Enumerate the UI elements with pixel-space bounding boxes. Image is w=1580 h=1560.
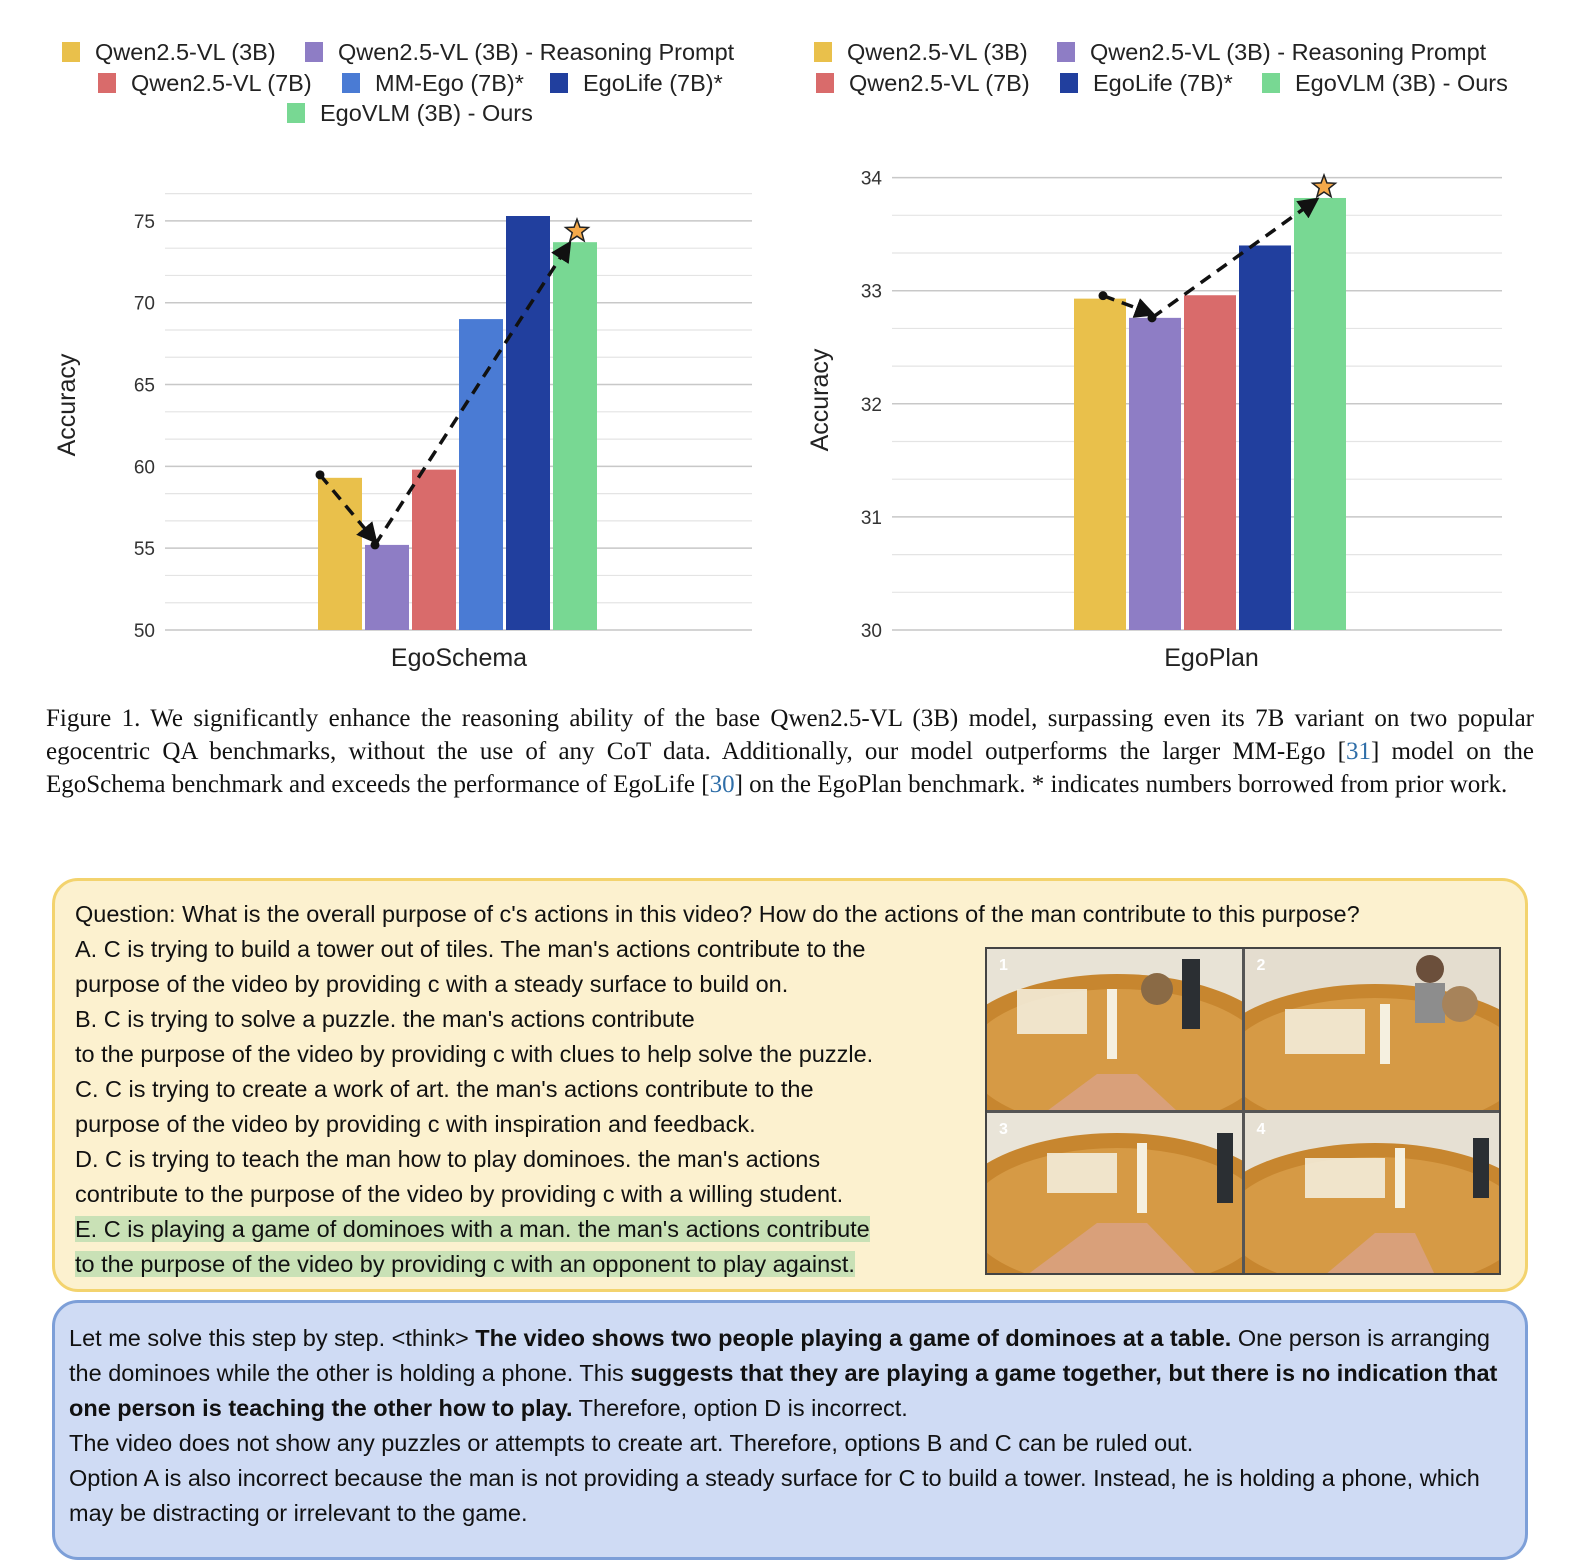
egoschema-chart <box>0 0 790 690</box>
legend-swatch <box>62 42 80 62</box>
bar <box>365 545 409 630</box>
dominoes-table-image <box>987 1113 1242 1274</box>
option-line: purpose of the video by providing c with inspiration and feedback. <box>75 1111 756 1137</box>
option-line: A. C is trying to build a tower out of tiles. The man's actions contribute to the <box>75 936 866 962</box>
legend-label: EgoVLM (3B) - Ours <box>1295 70 1508 96</box>
bar <box>1074 299 1126 630</box>
caption-text-2: ] model on the EgoSchema benchmark and exceeds the performance of EgoLife [ <box>46 738 1535 798</box>
y-tick-label: 34 <box>860 168 882 190</box>
y-tick-label: 30 <box>860 621 882 642</box>
y-tick-label: 32 <box>860 394 882 416</box>
frame-number: 2 <box>1256 957 1266 974</box>
legend-swatch <box>814 42 832 62</box>
dominoes-table-image <box>1245 1113 1500 1274</box>
answer-options <box>75 932 965 1282</box>
answer-intro: Let me solve this step by step. <think> <box>69 1325 476 1351</box>
legend-label: Qwen2.5-VL (3B) <box>95 39 276 65</box>
video-frame-1 <box>987 949 1242 1110</box>
answer-paragraph-3: Option A is also incorrect because the man is not providing a steady surface for C to build a tower. Instead, he is holding a phone, which may be distracting or irrelevant to the game. <box>69 1465 1480 1526</box>
legend-swatch <box>98 73 116 93</box>
caption-ref-31[interactable]: 31 <box>1346 738 1371 765</box>
answer-text-1: One person is arranging the dominoes while the other is holding a phone. This <box>69 1325 1490 1386</box>
option-line: C. C is trying to create a work of art. the man's actions contribute to the <box>75 1076 814 1102</box>
bar <box>1239 245 1291 630</box>
figure-caption <box>46 702 1534 801</box>
question-box <box>52 878 1528 1292</box>
dominoes-table-image <box>1245 949 1500 1110</box>
y-axis-label: Accuracy <box>806 348 834 452</box>
correct-option-line: E. C is playing a game of dominoes with a man. the man's actions contribute <box>75 1216 870 1242</box>
y-axis-label: Accuracy <box>53 353 81 457</box>
bar <box>1294 198 1346 630</box>
legend-label: Qwen2.5-VL (7B) <box>131 70 312 96</box>
bar <box>318 478 362 630</box>
legend-swatch <box>1057 42 1075 62</box>
video-frame-3 <box>987 1113 1242 1274</box>
model-answer-box <box>52 1300 1528 1560</box>
bar <box>1129 318 1181 630</box>
egoplan-chart <box>790 0 1580 690</box>
y-tick-label: 55 <box>133 539 155 561</box>
caption-ref-30[interactable]: 30 <box>709 771 735 798</box>
chart-svg <box>0 0 790 690</box>
bar <box>553 242 597 630</box>
option-line: B. C is trying to solve a puzzle. the man's actions contribute <box>75 1006 695 1032</box>
legend-swatch <box>1262 73 1280 93</box>
legend-label: Qwen2.5-VL (7B) <box>849 70 1030 96</box>
x-axis-label: EgoPlan <box>1164 644 1259 672</box>
y-tick-label: 75 <box>133 211 155 233</box>
correct-option-line: to the purpose of the video by providing c with an opponent to play against. <box>75 1251 855 1277</box>
caption-text-3: ] on the EgoPlan benchmark. * indicates numbers borrowed from prior work. <box>734 771 1508 798</box>
legend-swatch <box>550 73 568 93</box>
video-frame-4 <box>1245 1113 1500 1274</box>
bar <box>412 470 456 630</box>
star-icon <box>566 219 589 241</box>
legend-label: Qwen2.5-VL (3B) - Reasoning Prompt <box>338 39 735 65</box>
dominoes-table-image <box>987 949 1242 1110</box>
legend-label: EgoVLM (3B) - Ours <box>320 100 533 126</box>
legend-label: EgoLife (7B)* <box>583 70 723 96</box>
y-tick-label: 70 <box>133 293 155 315</box>
answer-bold-2: suggests that they are playing a game together, but there is no indication that one person is teaching the other how to play. <box>69 1360 1498 1421</box>
answer-bold-1: The video shows two people playing a game of dominoes at a table. <box>475 1325 1232 1351</box>
legend-label: Qwen2.5-VL (3B) <box>847 39 1028 65</box>
x-axis-label: EgoSchema <box>390 644 528 672</box>
legend-swatch <box>816 73 834 93</box>
legend-swatch <box>305 42 323 62</box>
frame-number: 3 <box>999 1120 1008 1138</box>
y-tick-label: 60 <box>133 457 155 479</box>
legend-swatch <box>287 103 305 123</box>
bar <box>506 216 550 630</box>
option-line: D. C is trying to teach the man how to play dominoes. the man's actions <box>75 1146 821 1172</box>
y-tick-label: 33 <box>860 281 882 303</box>
bar <box>1184 295 1236 630</box>
legend-label: Qwen2.5-VL (3B) - Reasoning Prompt <box>1090 39 1487 65</box>
option-line: purpose of the video by providing c with a steady surface to build on. <box>75 971 789 997</box>
y-tick-label: 65 <box>133 375 155 397</box>
bar <box>459 319 503 630</box>
caption-text-1: We significantly enhance the reasoning ability of the base Qwen2.5-VL (3B) model, surpassing even its 7B variant on two popular egocentric QA benchmarks, without the use of any CoT data. Additionally, our model outperforms the larger MM-Ego [ <box>46 705 1534 765</box>
chart-svg <box>790 0 1580 690</box>
answer-text <box>69 1321 1509 1531</box>
legend-label: MM-Ego (7B)* <box>375 70 524 96</box>
option-line: to the purpose of the video by providing c with clues to help solve the puzzle. <box>75 1041 874 1067</box>
frame-number: 4 <box>1256 1120 1266 1138</box>
legend-label: EgoLife (7B)* <box>1093 70 1233 96</box>
question-text: Question: What is the overall purpose of c's actions in this video? How do the actions of the man contribute to this purpose? <box>75 901 1360 927</box>
legend-swatch <box>1060 73 1078 93</box>
answer-text-2: Therefore, option D is incorrect. <box>572 1395 908 1421</box>
option-line: contribute to the purpose of the video by providing c with a willing student. <box>75 1181 844 1207</box>
frame-number: 1 <box>999 957 1008 974</box>
video-frames-grid <box>985 947 1501 1275</box>
y-tick-label: 31 <box>860 507 882 529</box>
legend-swatch <box>342 73 360 93</box>
video-frame-2 <box>1245 949 1500 1110</box>
answer-paragraph-2: The video does not show any puzzles or attempts to create art. Therefore, options B and C can be ruled out. <box>69 1430 1194 1456</box>
caption-label: Figure 1. <box>46 705 141 732</box>
y-tick-label: 50 <box>133 621 155 642</box>
